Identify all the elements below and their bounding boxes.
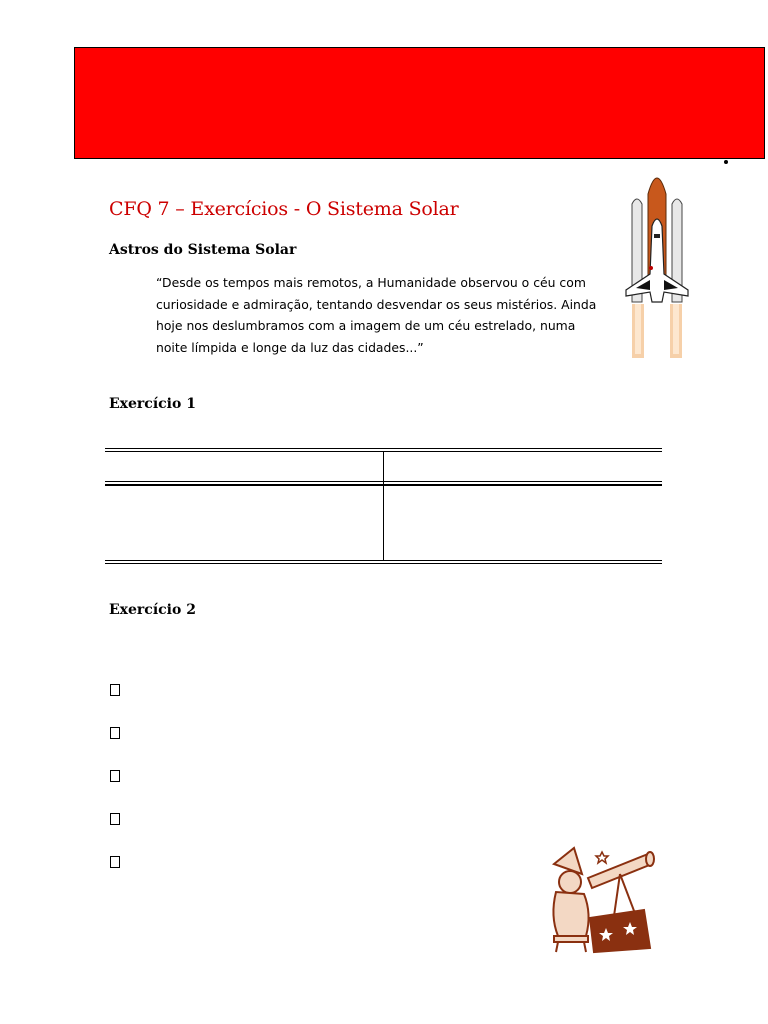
answer-checkbox-4[interactable] [110,813,120,825]
answer-checkbox-2[interactable] [110,727,120,739]
exercise-1-heading: Exercício 1 [109,396,196,412]
page-title: CFQ 7 – Exercícios - O Sistema Solar [109,198,459,220]
exercise-2-heading: Exercício 2 [109,602,196,618]
space-shuttle-icon [612,164,702,360]
exercise-1-table [105,448,662,564]
section-subtitle: Astros do Sistema Solar [109,242,297,258]
answer-checkbox-5[interactable] [110,856,120,868]
astronomer-telescope-icon [540,844,660,956]
answer-checkbox-1[interactable] [110,684,120,696]
answer-checkbox-3[interactable] [110,770,120,782]
header-banner [74,47,765,159]
intro-quote: “Desde os tempos mais remotos, a Humanidade observou o céu com curiosidade e admiração, tentando desvendar os seus mistérios. Ainda hoje nos deslumbramos com a imagem de um céu estrelado, numa noite límpida e longe da luz das cidades...” [156,275,597,355]
dot-mark [724,160,728,164]
